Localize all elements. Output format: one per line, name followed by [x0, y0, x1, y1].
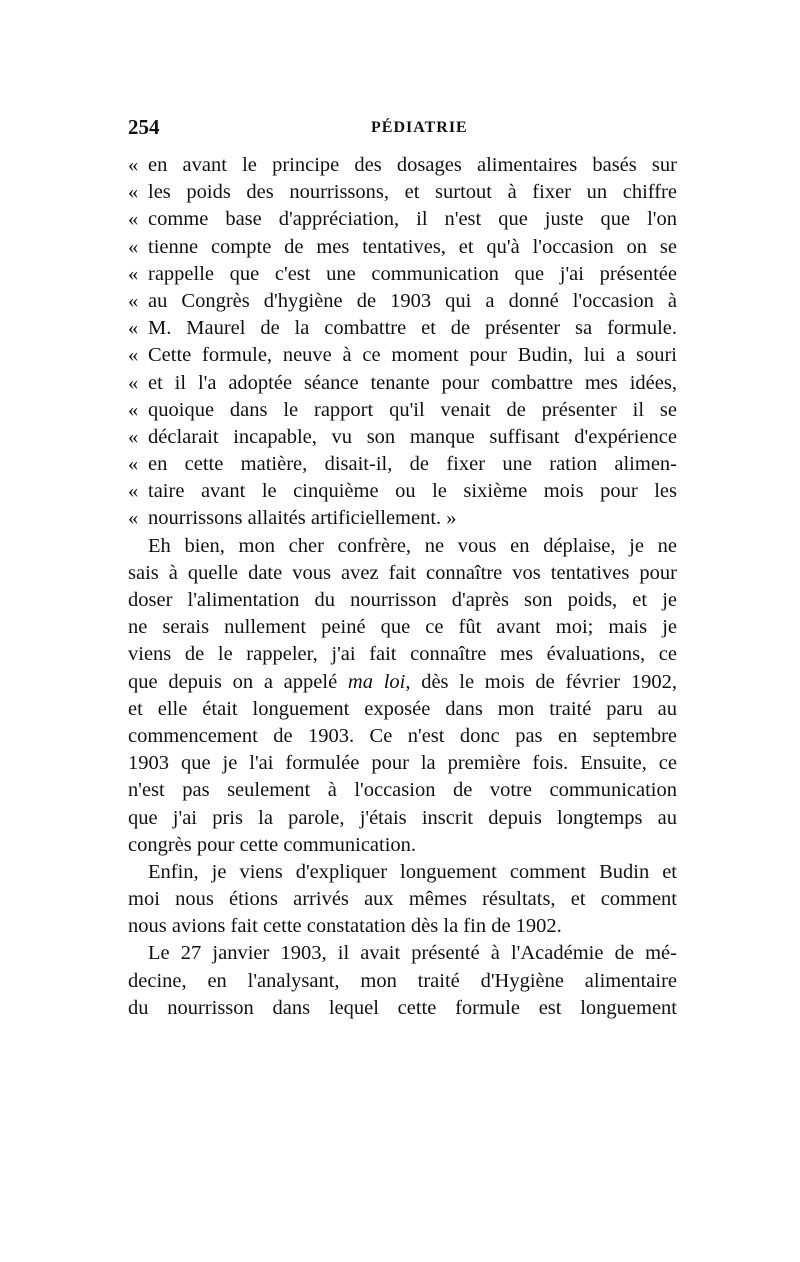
quote-line: « taire avant le cinquième ou le sixième mois pour les — [128, 478, 677, 505]
text-line: que j'ai pris la parole, j'étais inscrit depuis longtemps au — [128, 806, 677, 829]
quote-mark: « — [128, 480, 139, 503]
quote-mark: « — [128, 154, 139, 176]
quote-mark: « — [128, 235, 139, 258]
quote-line: « les poids des nourrissons, et surtout à fixer un chiffre — [128, 179, 677, 206]
quote-line: « M. Maurel de la combattre et de présenter sa formule. — [128, 315, 677, 342]
text-line: ne serais nullement peiné que ce fût avant moi; mais je — [128, 616, 677, 639]
paragraph — [128, 940, 677, 1022]
quote-line: « quoique dans le rapport qu'il venait de présenter il se — [128, 397, 677, 424]
quote-line: « au Congrès d'hygiène de 1903 qui a donné l'occasion à — [128, 288, 677, 315]
text-line: nous avions fait cette constatation dès la fin de 1902. — [128, 915, 562, 938]
text-line: Enfin, je viens d'expliquer longuement comment Budin et — [148, 860, 677, 883]
paragraph — [128, 533, 677, 859]
quote-line: « comme base d'appréciation, il n'est que juste que l'on — [128, 206, 677, 233]
quote-line: « nourrissons allaités artificiellement. » — [128, 505, 677, 532]
text-line: Le 27 janvier 1903, il avait présenté à l'Académie de mé- — [148, 942, 677, 965]
running-head: PÉDIATRIE — [371, 119, 468, 136]
quote-mark: « — [128, 262, 139, 285]
text-line: congrès pour cette communication. — [128, 833, 417, 856]
quote-mark: « — [128, 398, 139, 421]
text-line: commencement de 1903. Ce n'est donc pas en septembre — [128, 724, 677, 747]
quote-mark: « — [128, 344, 139, 367]
text-line: moi nous étions arrivés aux mêmes résultats, et comment — [128, 888, 677, 911]
page-number: 254 — [128, 115, 160, 139]
text-line: decine, en l'analysant, mon traité d'Hygiène alimentaire — [128, 969, 677, 992]
text-line: viens de le rappeler, j'ai fait connaître mes évaluations, ce — [128, 643, 677, 666]
quote-line: « Cette formule, neuve à ce moment pour Budin, lui a souri — [128, 342, 677, 369]
quote-line: « en cette matière, disait-il, de fixer une ration alimen- — [128, 451, 677, 478]
text-line: n'est pas seulement à l'occasion de votre communication — [128, 779, 677, 802]
text-line: du nourrisson dans lequel cette formule est longuement — [128, 996, 677, 1019]
quote-mark: « — [128, 317, 139, 340]
body-text — [128, 152, 677, 1022]
quote-mark: « — [128, 208, 139, 231]
italic-term: ma loi — [347, 670, 406, 693]
text-line: doser l'alimentation du nourrisson d'après son poids, et je — [128, 589, 677, 611]
quote-mark: « — [128, 453, 139, 476]
quote-mark: « — [128, 371, 139, 394]
text-line: 1903 que je l'ai formulée pour la première fois. Ensuite, ce — [128, 752, 677, 775]
quotation-block — [128, 152, 677, 533]
quote-line: « et il l'a adoptée séance tenante pour combattre mes idées, — [128, 370, 677, 397]
quote-line: « déclarait incapable, vu son manque suffisant d'expérience — [128, 424, 677, 451]
text-line: et elle était longuement exposée dans mon traité paru au — [128, 697, 677, 720]
text-line: sais à quelle date vous avez fait connaître vos tentatives pour — [128, 561, 677, 584]
quote-mark: « — [128, 507, 139, 530]
quote-mark: « — [128, 181, 139, 204]
text-line: Eh bien, mon cher confrère, ne vous en déplaise, je ne — [148, 534, 677, 557]
quote-line: « rappelle que c'est une communication que j'ai présentée — [128, 261, 677, 288]
quote-mark: « — [128, 289, 139, 312]
quote-line: « en avant le principe des dosages alimentaires basés sur — [128, 152, 677, 179]
paragraph — [128, 859, 677, 941]
quote-mark: « — [128, 425, 139, 448]
text-line: que depuis on a appelé ma loi, dès le mois de février 1902, — [128, 670, 677, 693]
quote-line: « tienne compte de mes tentatives, et qu'à l'occasion on se — [128, 234, 677, 261]
page-header — [128, 112, 678, 142]
